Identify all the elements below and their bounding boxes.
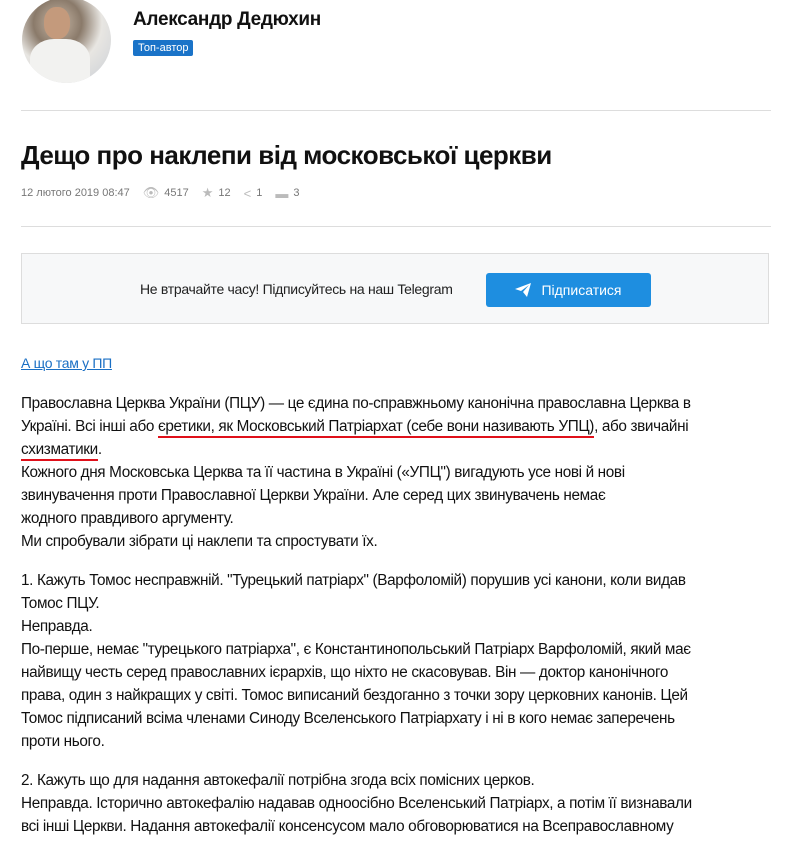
paragraph: [21, 392, 692, 553]
telegram-banner: [21, 253, 769, 324]
star-icon[interactable]: ★: [201, 185, 214, 200]
text-line: Ми спробували зібрати ці наклепи та спростувати їх.: [21, 533, 378, 550]
page-title: Дещо про наклепи від московської церкви: [21, 140, 552, 170]
telegram-plane-icon: [515, 283, 531, 297]
share-icon[interactable]: <: [243, 185, 252, 201]
text-line: 2. Кажуть що для надання автокефалії потрібна згода всіх помісних церков.: [21, 772, 535, 789]
text-line: По-перше, немає "турецького патріарха", є Константинопольський Патріарх Варфоломій, який має: [21, 641, 691, 658]
text-line: Кожного дня Московська Церква та її частина в Україні («УПЦ") вигадують усе нові й нові: [21, 464, 625, 481]
author-name[interactable]: Александр Дедюхин: [133, 9, 321, 30]
divider: [21, 110, 771, 111]
author-avatar[interactable]: [22, 0, 111, 83]
paragraph: [21, 769, 692, 838]
pp-link[interactable]: А що там у ПП: [21, 355, 112, 371]
shares-count: 1: [256, 187, 263, 199]
publish-date: 12 лютого 2019 08:47: [21, 187, 130, 199]
paragraph: [21, 569, 692, 753]
comments-count: 3: [293, 187, 300, 199]
text-line: Православна Церква України (ПЦУ) — це єдина по-справжньому канонічна православна Церква в: [21, 395, 691, 412]
text-line: всі інші Церкви. Надання автокефалії консенсусом мало обговорюватися на Всеправославному: [21, 818, 674, 835]
text-line: найвищу честь серед православних ієрархів, що ніхто не скасовував. Він — доктор канонічного: [21, 664, 669, 681]
telegram-text: Не втрачайте часу! Підписуйтесь на наш Telegram: [140, 281, 453, 297]
article-body: [21, 392, 692, 854]
text-line: жодного правдивого аргументу.: [21, 510, 234, 527]
article-meta: [21, 185, 300, 201]
eye-icon: 👁: [142, 185, 160, 200]
text-line: проти нього.: [21, 733, 105, 750]
text: Україні. Всі інші або: [21, 418, 158, 435]
comment-icon[interactable]: ▬: [275, 185, 289, 201]
highlighted-text: єретики, як Московський Патріархат (себе вони називають УПЦ): [158, 418, 594, 438]
highlighted-text: схизматики: [21, 441, 98, 461]
text-line: Неправда.: [21, 618, 93, 635]
text-line: 1. Кажуть Томос несправжній. "Турецький патріарх" (Варфоломій) порушив усі канони, коли видав: [21, 572, 686, 589]
text-line: Неправда. Історично автокефалію надавав одноосібно Вселенський Патріарх, а потім її визнавали: [21, 795, 692, 812]
text: , або звичайні: [594, 418, 689, 435]
views-count: 4517: [164, 187, 189, 199]
text-line: [21, 438, 692, 461]
divider: [21, 226, 771, 227]
subscribe-label: Підписатися: [541, 282, 622, 298]
text-line: звинувачення проти Православної Церкви України. Але серед цих звинувачень немає: [21, 487, 606, 504]
text: .: [97, 441, 102, 458]
text-line: [21, 415, 692, 438]
text-line: Томос ПЦУ.: [21, 595, 100, 612]
subscribe-button[interactable]: [486, 273, 651, 307]
stars-count: 12: [218, 187, 231, 199]
text-line: права, один з найкращих у світі. Томос виписаний бездоганно з точки зору церковних канонів. Цей: [21, 687, 688, 704]
text-line: Томос підписаний всіма членами Синоду Вселенського Патріархату і ні в кого немає заперечень: [21, 710, 675, 727]
top-author-badge: Топ-автор: [133, 40, 193, 56]
